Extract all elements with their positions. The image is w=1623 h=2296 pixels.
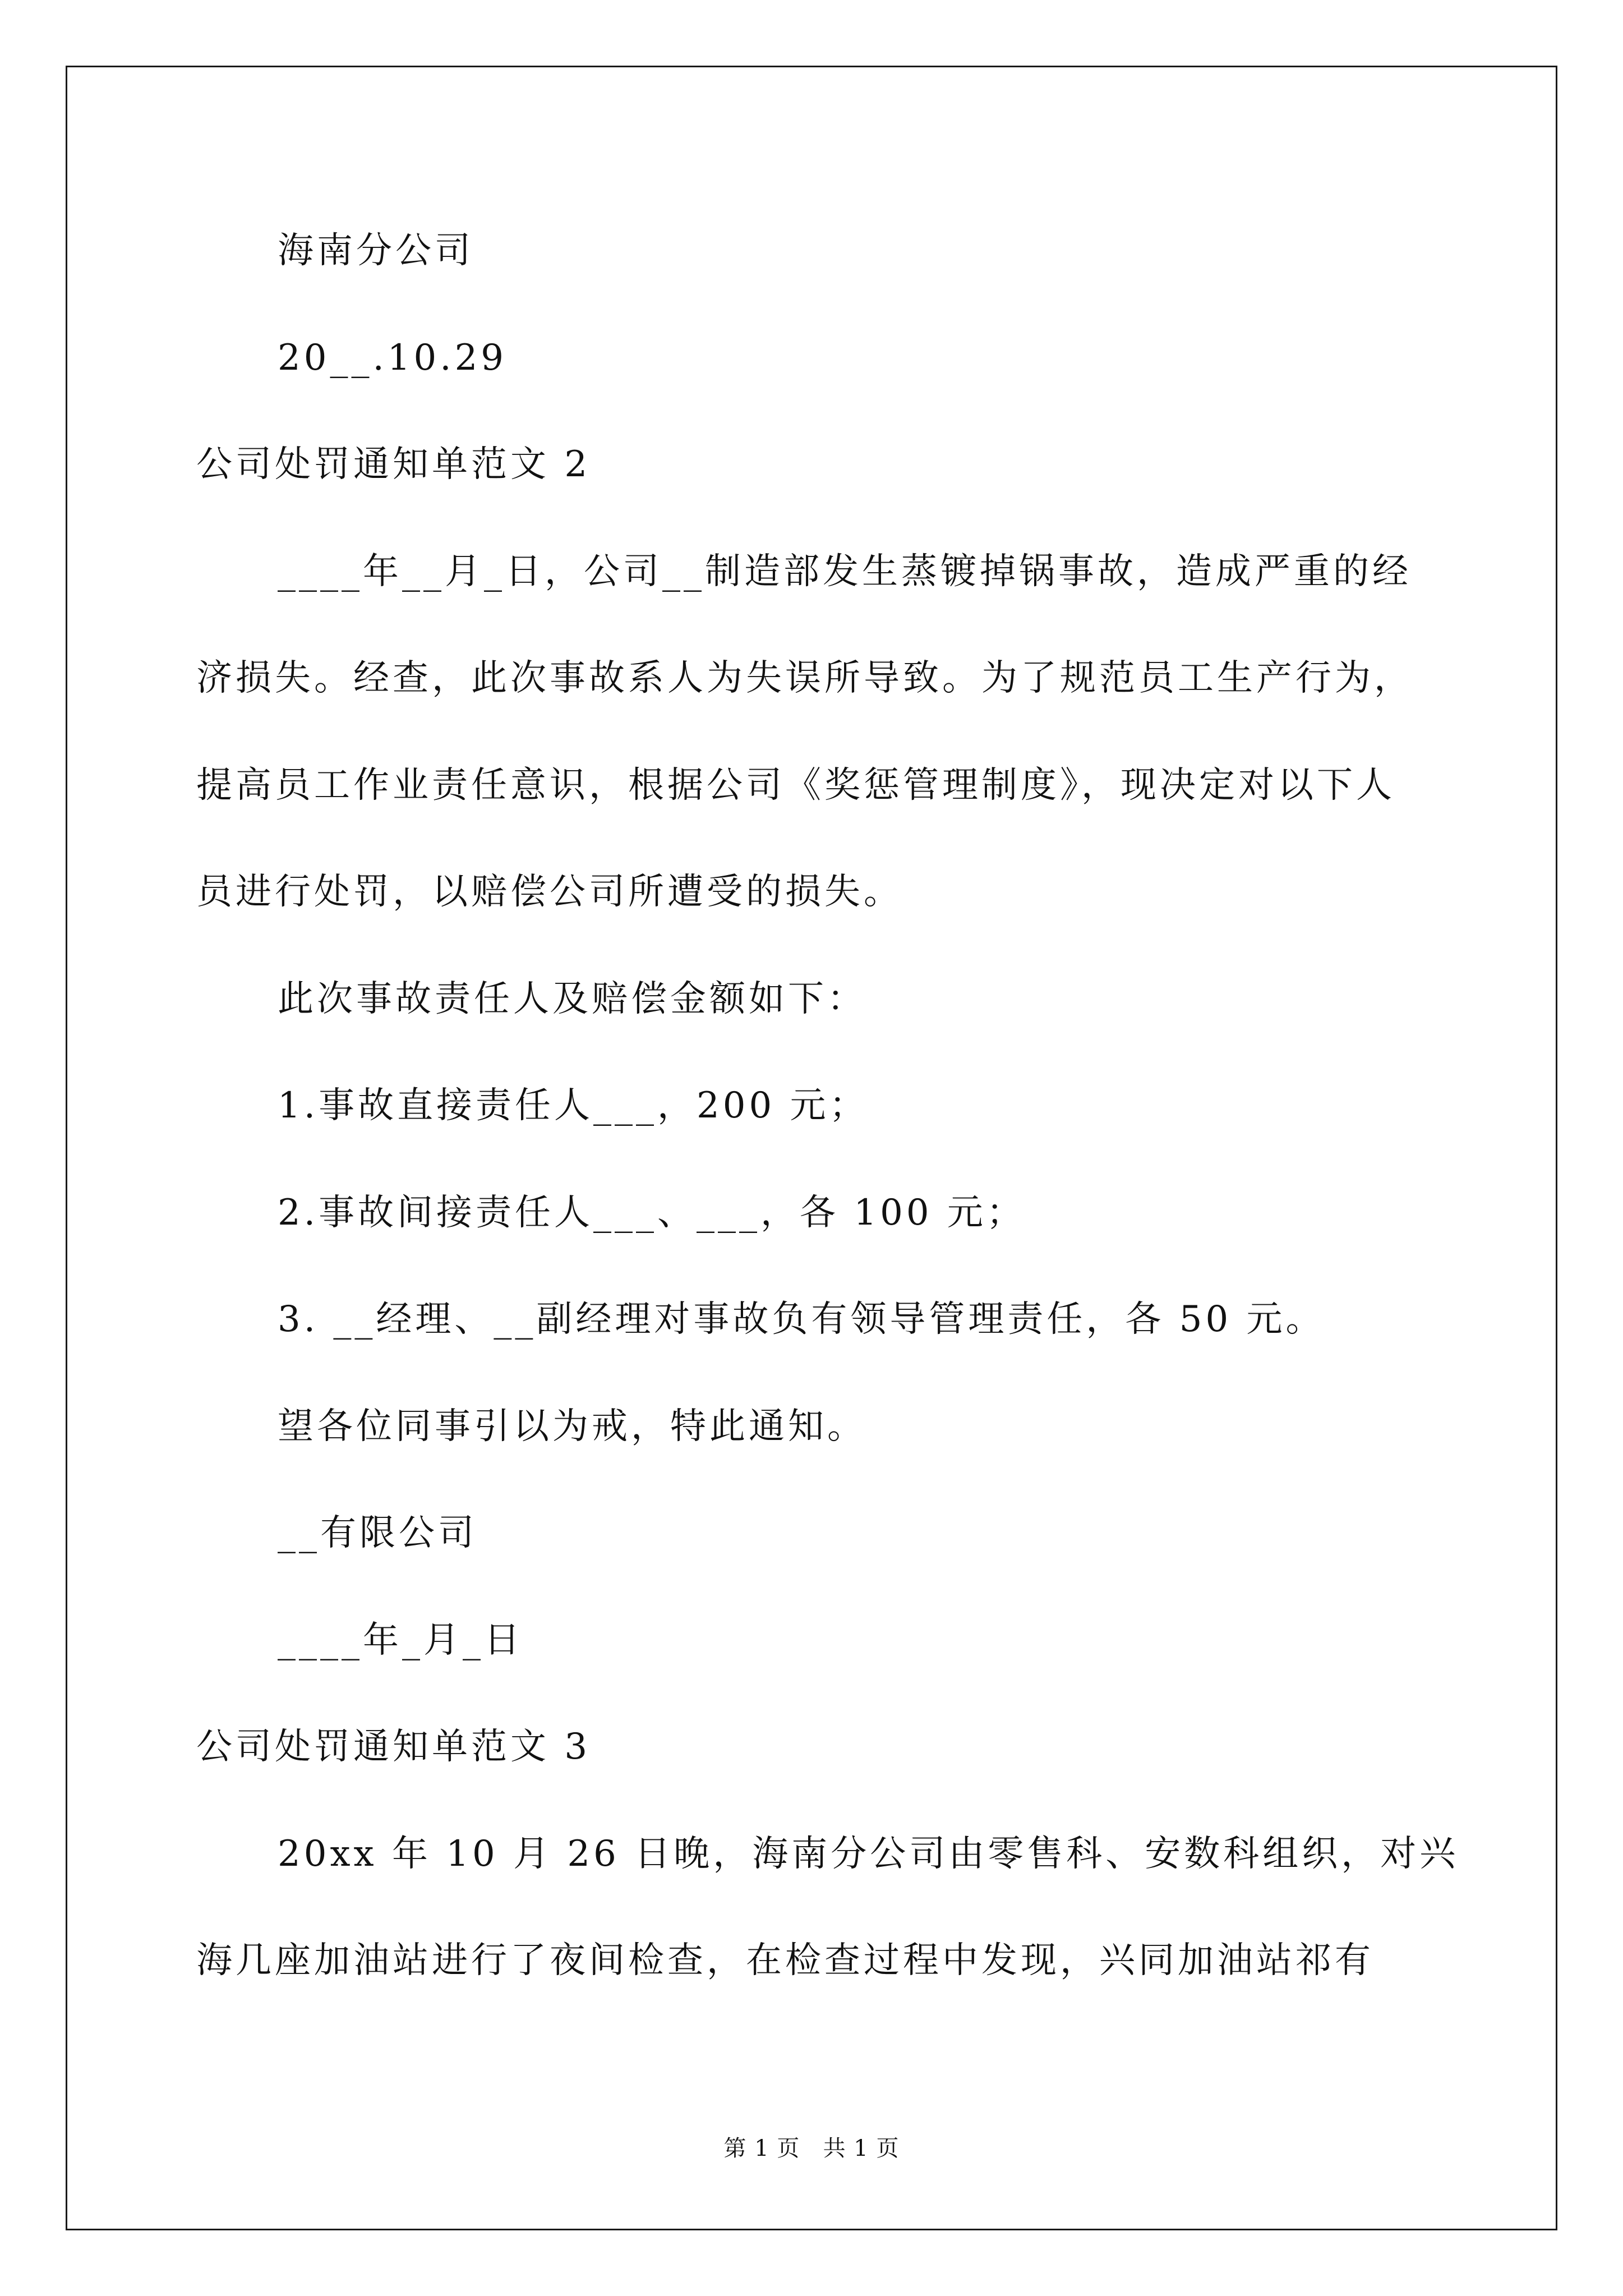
branch-name-line: 海南分公司 — [278, 230, 474, 272]
section-heading-3: 公司处罚通知单范文 3 — [196, 1726, 591, 1768]
page-border — [66, 66, 1557, 2230]
paragraph-line: 济损失。经查，此次事故系人为失误所导致。为了规范员工生产行为， — [196, 657, 1413, 699]
paragraph-line: 提高员工作业责任意识，根据公司《奖惩管理制度》，现决定对以下人 — [196, 765, 1395, 806]
closing-line: 望各位同事引以为戒，特此通知。 — [278, 1406, 866, 1447]
signature-date: ____年_月_日 — [278, 1619, 523, 1661]
page-footer: 第 1 页 共 1 页 — [723, 2136, 900, 2161]
list-item-1: 1.事故直接责任人___，200 元； — [278, 1085, 869, 1126]
date-line: 20__.10.29 — [278, 337, 507, 379]
list-item-3: 3. __经理、__副经理对事故负有领导管理责任，各 50 元。 — [278, 1299, 1325, 1340]
list-intro-line: 此次事故责任人及赔偿金额如下： — [278, 978, 866, 1020]
signature-company: __有限公司 — [278, 1512, 477, 1554]
paragraph-line: 员进行处罚，以赔偿公司所遭受的损失。 — [196, 871, 903, 913]
paragraph-line: ____年__月_日，公司__制造部发生蒸镀掉锅事故，造成严重的经 — [278, 551, 1412, 592]
paragraph-line: 海几座加油站进行了夜间检查，在检查过程中发现，兴同加油站祁有 — [196, 1940, 1374, 1981]
paragraph-line: 20xx 年 10 月 26 日晚，海南分公司由零售科、安数科组织，对兴 — [278, 1833, 1459, 1875]
section-heading-2: 公司处罚通知单范文 2 — [196, 444, 591, 485]
list-item-2: 2.事故间接责任人___、___，各 100 元； — [278, 1192, 1026, 1234]
